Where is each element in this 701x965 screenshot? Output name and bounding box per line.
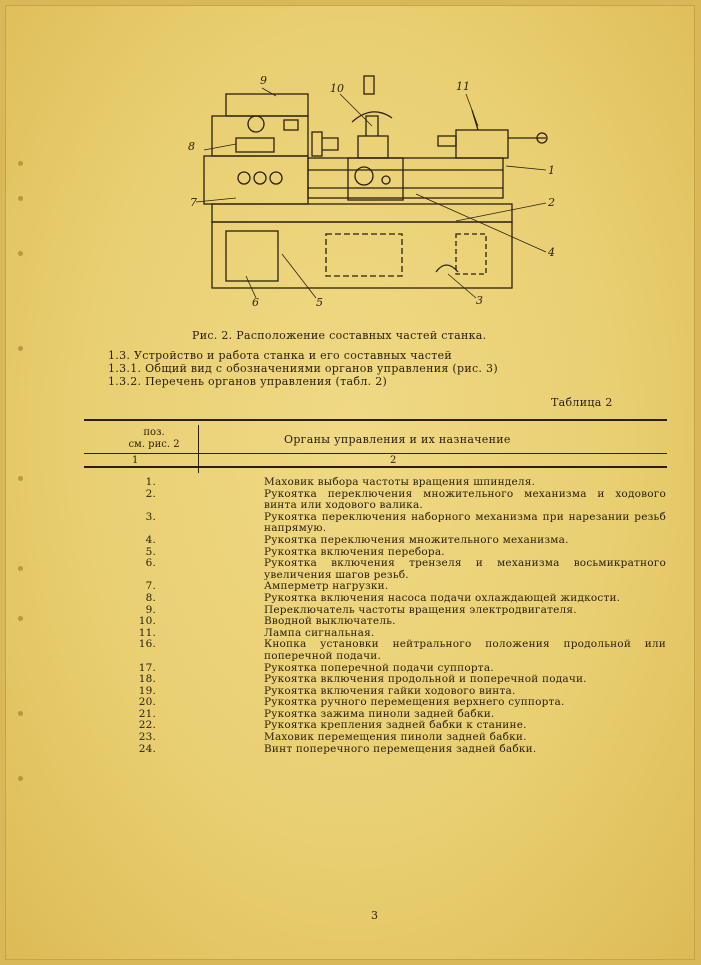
table-row — [84, 639, 667, 662]
header-pos: поз. см. рис. 2 — [128, 427, 180, 450]
column-number: 2 — [390, 455, 397, 466]
row-position: 20. — [138, 696, 156, 709]
section-heading: 1.3. Устройство и работа станка и его составных частей — [108, 349, 453, 362]
fig-label: 1 — [548, 164, 555, 177]
row-description: Рукоятка переключения множительного механизма и ходового винта или ходового валика. — [264, 487, 666, 512]
row-position: 2. — [145, 487, 156, 500]
row-position: 9. — [145, 603, 156, 616]
row-description: Рукоятка включения перебора. — [264, 545, 445, 558]
figure-caption: Рис. 2. Расположение составных частей станка. — [192, 329, 487, 342]
row-position: 24. — [138, 742, 156, 755]
section-heading: 1.3.1. Общий вид с обозначениями органов управления (рис. 3) — [108, 362, 498, 375]
fig-label: 5 — [316, 296, 323, 309]
section-heading: 1.3.2. Перечень органов управления (табл. 2) — [108, 375, 388, 388]
fig-label: 4 — [548, 246, 555, 259]
row-position: 4. — [145, 533, 156, 546]
row-position: 8. — [145, 591, 156, 604]
row-position: 11. — [138, 626, 156, 639]
table-row — [84, 477, 667, 489]
fig-label: 8 — [188, 140, 195, 153]
row-position: 1. — [145, 476, 156, 488]
row-description: Вводной выключатель. — [264, 615, 396, 628]
row-position: 6. — [145, 557, 156, 570]
table-row — [84, 512, 667, 535]
lathe-diagram — [176, 66, 576, 316]
row-position: 5. — [145, 545, 156, 558]
table-row — [84, 535, 667, 547]
row-description: Рукоятка переключения наборного механизма при нарезании резьб напрямую. — [264, 510, 666, 535]
fig-label: 10 — [330, 82, 344, 95]
row-description: Рукоятка включения трензеля и механизма восьмикратного увеличения шагов резьб. — [264, 557, 666, 581]
row-description: Рукоятка зажима пиноли задней бабки. — [264, 707, 495, 720]
table-title: Таблица 2 — [551, 396, 613, 409]
fig-label: 6 — [252, 296, 259, 309]
table-rule — [84, 466, 667, 468]
row-description: Рукоятка поперечной подачи суппорта. — [264, 661, 494, 674]
row-position: 23. — [138, 731, 156, 744]
page-number: 3 — [371, 909, 378, 922]
table-row — [84, 674, 667, 686]
row-position: 18. — [138, 673, 156, 686]
fig-label: 7 — [190, 196, 197, 209]
row-position: 22. — [138, 719, 156, 732]
row-position: 3. — [145, 510, 156, 523]
document-page — [6, 6, 694, 959]
table-body — [84, 477, 667, 755]
fig-label: 11 — [456, 80, 470, 93]
fig-label: 3 — [476, 294, 483, 307]
header-organs: Органы управления и их назначение — [284, 433, 511, 446]
row-position: 16. — [138, 638, 156, 651]
fig-label: 2 — [548, 196, 555, 209]
table-row — [84, 593, 667, 605]
row-description: Маховик перемещения пиноли задней бабки. — [264, 731, 527, 744]
table-rule — [84, 419, 667, 421]
row-position: 7. — [145, 580, 156, 593]
row-description: Кнопка установки нейтрального положения продольной или поперечной подачи. — [264, 638, 666, 662]
table-row — [84, 489, 667, 512]
row-description: Рукоятка включения гайки ходового винта. — [264, 684, 516, 697]
row-position: 10. — [138, 615, 156, 628]
table-rule — [84, 453, 667, 454]
row-description: Рукоятка переключения множительного механизма. — [264, 533, 569, 546]
column-number: 1 — [132, 455, 139, 466]
row-description: Переключатель частоты вращения электродвигателя. — [264, 603, 577, 616]
row-description: Рукоятка крепления задней бабки к станине. — [264, 719, 527, 732]
row-description: Амперметр нагрузки. — [264, 580, 389, 593]
row-position: 21. — [138, 707, 156, 720]
fig-label: 9 — [260, 74, 267, 87]
table-row — [84, 732, 667, 744]
table-row — [84, 616, 667, 628]
row-position: 19. — [138, 684, 156, 697]
row-description: Рукоятка ручного перемещения верхнего суппорта. — [264, 696, 565, 709]
row-description: Маховик выбора частоты вращения шпинделя. — [264, 476, 536, 488]
table-row — [84, 558, 667, 581]
row-description: Рукоятка включения продольной и поперечной подачи. — [264, 673, 587, 686]
row-position: 17. — [138, 661, 156, 674]
row-description: Лампа сигнальная. — [264, 626, 375, 639]
row-description: Винт поперечного перемещения задней бабки. — [264, 742, 537, 755]
table-row — [84, 744, 667, 756]
row-description: Рукоятка включения насоса подачи охлаждающей жидкости. — [264, 591, 621, 604]
